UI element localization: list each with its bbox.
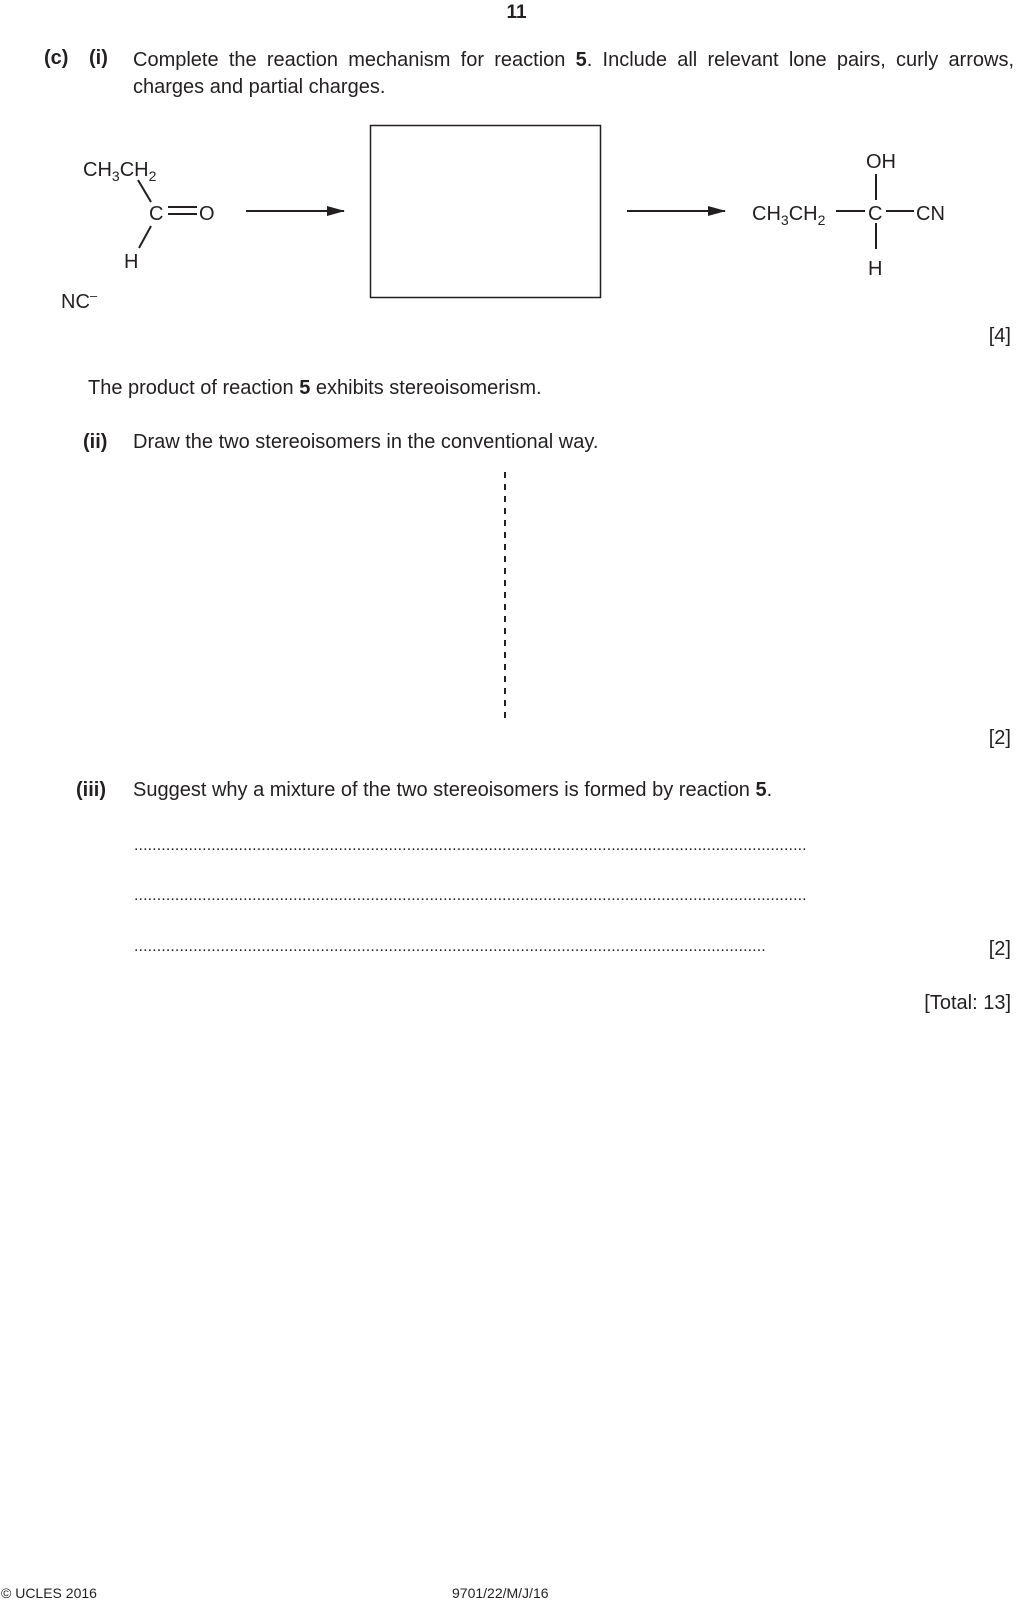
reactant-ethyl-group: $CH_3CH_2$ — [83, 159, 157, 184]
subpart-i-label: (i) — [89, 47, 108, 69]
stereo-intro-text: The product of reaction 5 exhibits stereoisomerism. — [88, 377, 542, 399]
product-carbon: C — [868, 203, 883, 225]
product-nitrile: CN — [916, 203, 945, 225]
reactant-hydrogen: H — [124, 251, 139, 273]
cyanide-nucleophile: NC– — [61, 288, 98, 313]
mark-i: [4] — [988, 325, 1011, 347]
subpart-iii-label: (iii) — [76, 779, 106, 801]
reactant-oxygen: O — [199, 203, 215, 225]
stereoisomer-drawing-area-right[interactable] — [525, 470, 995, 720]
mark-ii: [2] — [988, 727, 1011, 749]
product-hydroxyl: OH — [866, 151, 896, 173]
intermediate-answer-box[interactable] — [371, 126, 601, 298]
product-hydrogen: H — [868, 258, 883, 280]
stereoisomer-drawing-area-left[interactable] — [40, 470, 480, 720]
product-ethyl-group: $CH_3CH_2$ — [752, 203, 826, 228]
total-mark: [Total: 13] — [924, 992, 1011, 1014]
footer-paper-code: 9701/22/M/J/16 — [452, 1585, 549, 1601]
reaction-mechanism-diagram — [0, 110, 1033, 325]
mark-iii: [2] — [988, 938, 1011, 960]
part-label: (c) — [44, 47, 69, 69]
footer-copyright: © UCLES 2016 — [1, 1585, 97, 1601]
answer-line-2[interactable]: .................................................................................................................................................... — [134, 887, 807, 904]
question-i-text: Complete the reaction mechanism for reaction 5. Include all relevant lone pairs, curly arrows, charges and partial charges. — [133, 49, 1015, 98]
answer-line-1[interactable]: .................................................................................................................................................... — [134, 837, 807, 854]
drawing-area-divider — [495, 472, 515, 724]
question-iii-text: Suggest why a mixture of the two stereoisomers is formed by reaction 5. — [133, 779, 773, 801]
bond-carbon-hydrogen — [139, 226, 151, 248]
reactant-carbon: C — [149, 203, 164, 225]
subpart-ii-label: (ii) — [83, 431, 108, 453]
answer-line-3[interactable]: ........................................................................................................................................... — [134, 938, 766, 955]
page-number: 11 — [506, 2, 527, 23]
question-ii-text: Draw the two stereoisomers in the conventional way. — [133, 431, 599, 453]
